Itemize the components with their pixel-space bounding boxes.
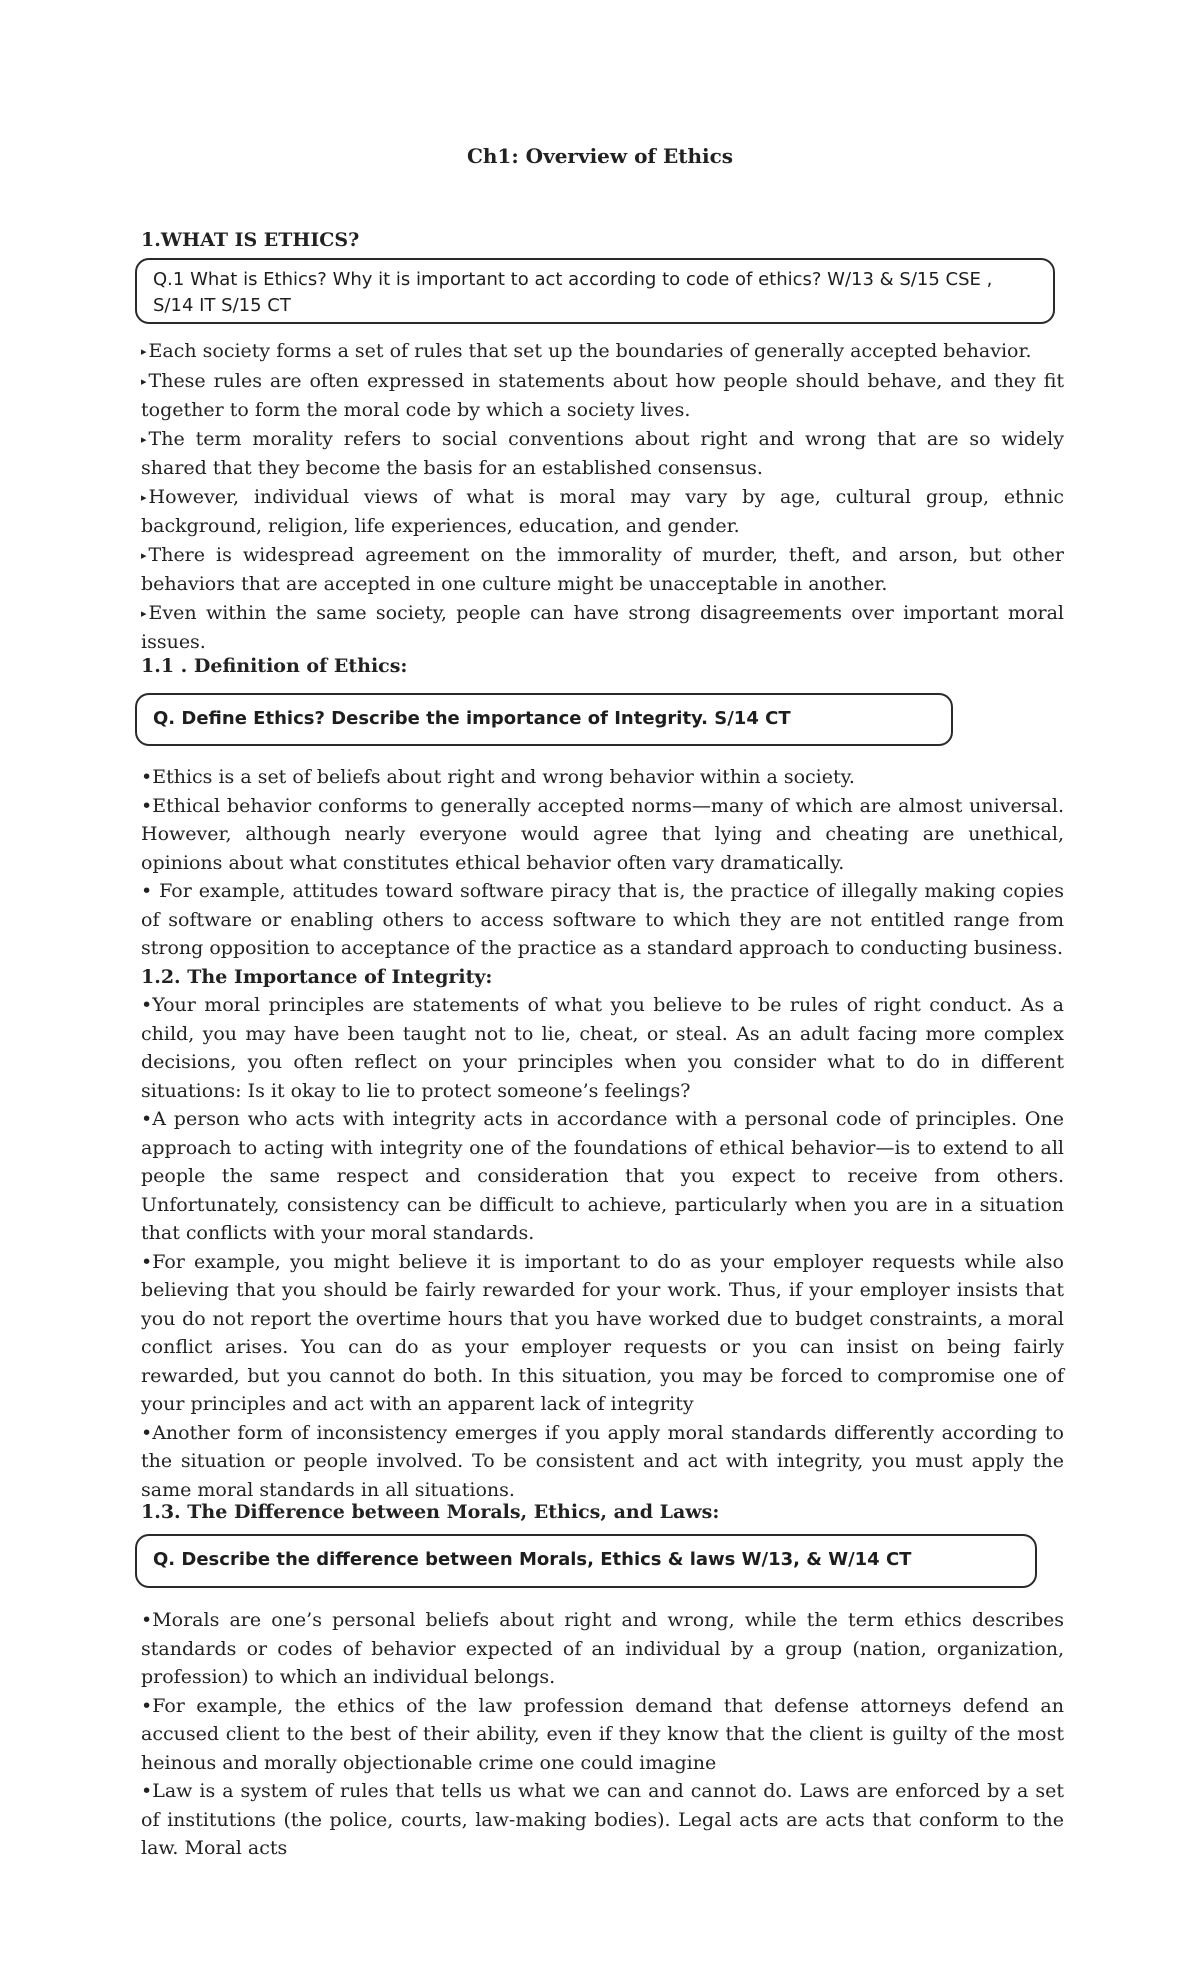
page-title: Ch1: Overview of Ethics — [466, 144, 734, 168]
question-text: Q. Define Ethics? Describe the importance of Integrity. S/14 CT — [153, 708, 791, 729]
paragraph: •For example, the ethics of the law profession demand that defense attorneys defend an accused client to the best of their ability, even if they know that the client is guilty of the most heinous and morally objectionable crime one could imagine — [141, 1694, 1064, 1774]
paragraph: •Another form of inconsistency emerges if you apply moral standards differently according to the situation or people involved. To be consistent and act with integrity, you must apply the same moral standards in all situations. — [141, 1421, 1064, 1501]
triangle-bullet-icon: ▸ — [141, 606, 147, 620]
list-item: ▸ These rules are often expressed in statements about how people should behave, and they fit together to form the moral code by which a society lives. — [141, 369, 1064, 421]
triangle-bullet-icon: ▸ — [141, 345, 147, 358]
paragraph: •Ethical behavior conforms to generally accepted norms—many of which are almost universal. However, although nearly everyone would agree that lying and cheating are unethical, opinions about what constitutes ethical behavior often vary dramatically. — [141, 794, 1064, 874]
triangle-bullet-icon: ▸ — [141, 490, 147, 504]
section1-bullets — [141, 337, 1064, 657]
paragraph: •A person who acts with integrity acts in accordance with a personal code of principles. One approach to acting with integrity one of the foundations of ethical behavior—is to extend to all people the same respect and consideration that you expect to receive from others. Unfortunately, consistency can be difficult to achieve, particularly when you are in a situation that conflicts with your moral standards. — [141, 1108, 1064, 1244]
section-heading-integrity: 1.2. The Importance of Integrity: — [141, 965, 493, 988]
section1-1-paragraphs — [141, 763, 1064, 1504]
section1-3-paragraphs — [141, 1606, 1064, 1863]
list-item: ▸ However, individual views of what is moral may vary by age, cultural group, ethnic background, religion, life experiences, education, and gender. — [141, 485, 1064, 537]
paragraph: •Morals are one’s personal beliefs about right and wrong, while the term ethics describes standards or codes of behavior expected of an individual by a group (nation, organization, profession) to which an individual belongs. — [141, 1609, 1064, 1688]
list-item: ▸ There is widespread agreement on the immorality of murder, theft, and arson, but other behaviors that are accepted in one culture might be unacceptable in another. — [141, 543, 1064, 595]
triangle-bullet-icon: ▸ — [141, 432, 147, 446]
question-box-2 — [135, 693, 953, 746]
section-heading-definition: 1.1 . Definition of Ethics: — [141, 655, 408, 677]
paragraph: •Ethics is a set of beliefs about right and wrong behavior within a society. — [141, 766, 855, 788]
list-item: ▸ Each society forms a set of rules that set up the boundaries of generally accepted behavior. — [141, 340, 1032, 362]
paragraph: •Your moral principles are statements of what you believe to be rules of right conduct. As a child, you may have been taught not to lie, cheat, or steal. As an adult facing more complex decisions, you often reflect on your principles when you consider what to do in different situations: Is it okay to lie to protect someone’s feelings? — [141, 994, 1064, 1102]
paragraph: • For example, attitudes toward software piracy that is, the practice of illegally making copies of software or enabling others to access software to which they are not entitled range from strong opposition to acceptance of the practice as a standard approach to conducting business. — [141, 880, 1064, 959]
list-item: ▸ Even within the same society, people can have strong disagreements over important moral issues. — [141, 601, 1064, 653]
section-heading-difference: 1.3. The Difference between Morals, Ethics, and Laws: — [141, 1501, 720, 1523]
triangle-bullet-icon: ▸ — [141, 374, 147, 388]
question-box-3 — [135, 1534, 1037, 1588]
list-item: ▸ The term morality refers to social conventions about right and wrong that are so widely shared that they become the basis for an established consensus. — [141, 427, 1064, 479]
question-box-1 — [135, 258, 1055, 324]
question-text: Q. Describe the difference between Morals, Ethics & laws W/13, & W/14 CT — [153, 1549, 912, 1570]
section-heading-what-is-ethics: 1.WHAT IS ETHICS? — [141, 229, 360, 251]
question-text: Q.1 What is Ethics? Why it is important to act according to code of ethics? W/13 & S/15 CSE , S/14 IT S/15 CT — [153, 269, 993, 316]
triangle-bullet-icon: ▸ — [141, 548, 147, 562]
paragraph: •Law is a system of rules that tells us what we can and cannot do. Laws are enforced by a set of institutions (the police, courts, law-making bodies). Legal acts are acts that conform to the law. Moral acts — [141, 1780, 1064, 1859]
paragraph: •For example, you might believe it is important to do as your employer requests while also believing that you should be fairly rewarded for your work. Thus, if your employer insists that you do not report the overtime hours that you have worked due to budget constraints, a moral conflict arises. You can do as your employer requests or you can insist on being fairly rewarded, but you cannot do both. In this situation, you may be forced to compromise one of your principles and act with an apparent lack of integrity — [141, 1250, 1064, 1415]
